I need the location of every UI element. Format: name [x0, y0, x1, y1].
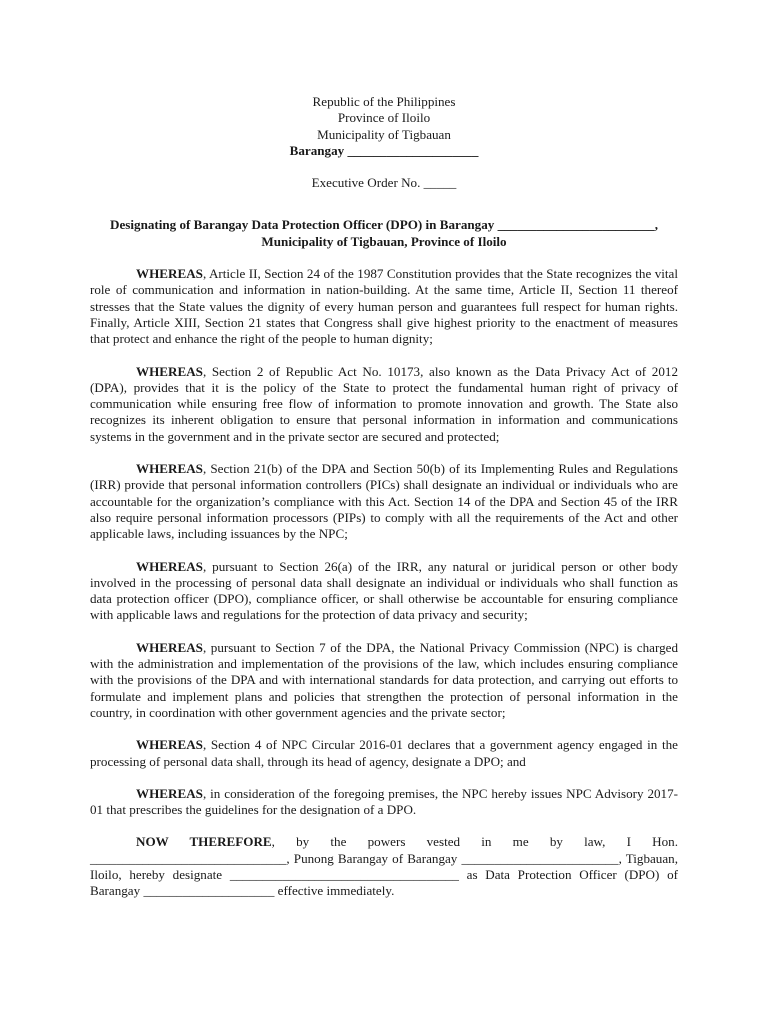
whereas-paragraph-2	[90, 364, 678, 445]
executive-order-number: Executive Order No. _____	[311, 175, 457, 191]
paragraph-text: , by the powers vested in me by law, I Hon. ______________________________, Punong Barangay of Barangay ________________________, Tigbauan, Iloilo, hereby designate ___________________________________ as Data Protection Officer (DPO) of Barangay ____________________ effective immediately.	[90, 834, 678, 899]
now-therefore-paragraph	[90, 834, 678, 899]
whereas-lead: WHEREAS	[136, 785, 203, 801]
title-line-1: Designating of Barangay Data Protection Officer (DPO) in Barangay ________________________,	[110, 217, 658, 233]
whereas-paragraph-3	[90, 461, 678, 542]
document-header	[90, 94, 678, 159]
title-line-2: Municipality of Tigbauan, Province of Iloilo	[261, 233, 507, 249]
whereas-paragraph-5	[90, 640, 678, 721]
paragraph-text: , Article II, Section 24 of the 1987 Constitution provides that the State recognizes the vital role of communication and information in nation-building. At the same time, Article II, Section 11 thereof stresses that the State values the dignity of every human person and guarantees full respect for human rights. Finally, Article XIII, Section 21 states that Congress shall give highest priority to the enactment of measures that protect and enhance the right of the people to human dignity;	[90, 266, 678, 347]
header-line-province: Province of Iloilo	[337, 110, 431, 126]
paragraph-text: , Section 4 of NPC Circular 2016-01 declares that a government agency engaged in the processing of personal data shall, through its head of agency, designate a DPO; and	[90, 737, 678, 769]
header-line-municipality: Municipality of Tigbauan	[317, 126, 451, 142]
whereas-paragraph-6	[90, 737, 678, 770]
paragraph-text: , Section 2 of Republic Act No. 10173, also known as the Data Privacy Act of 2012 (DPA), provides that it is the policy of the State to protect the fundamental human right of privacy of communication while ensuring free flow of information to promote innovation and growth. The State also recognizes its inherent obligation to ensure that personal information in information and communications systems in the government and in the private sector are secured and protected;	[90, 363, 678, 444]
whereas-paragraph-1	[90, 266, 678, 347]
whereas-lead: WHEREAS	[136, 266, 203, 282]
paragraph-text: , pursuant to Section 7 of the DPA, the National Privacy Commission (NPC) is charged with the administration and implementation of the provisions of the law, which includes ensuring compliance with the provisions of the DPA and with international standards for data protection, and carrying out efforts to formulate and implement plans and policies that strengthen the protection of personal information in the country, in coordination with other government agencies and the private sector;	[90, 639, 678, 720]
whereas-paragraph-4	[90, 559, 678, 624]
now-therefore-lead: NOW THEREFORE	[136, 834, 272, 850]
whereas-lead: WHEREAS	[136, 737, 203, 753]
paragraph-text: , Section 21(b) of the DPA and Section 50(b) of its Implementing Rules and Regulations (IRR) provide that personal information controllers (PICs) shall designate an individual or individuals who are accountable for the organization’s compliance with this Act. Section 14 of the DPA and Section 45 of the IRR also require personal information processors (PIPs) to comply with all the requirements of the Act and other applicable laws, including issuances by the NPC;	[90, 461, 678, 542]
paragraph-text: , in consideration of the foregoing premises, the NPC hereby issues NPC Advisory 2017-01 that prescribes the guidelines for the designation of a DPO.	[90, 785, 678, 818]
header-line-republic: Republic of the Philippines	[312, 94, 456, 109]
whereas-lead: WHEREAS	[136, 363, 203, 379]
whereas-lead: WHEREAS	[136, 461, 203, 477]
whereas-paragraph-7	[90, 786, 678, 819]
header-line-barangay: Barangay ____________________	[289, 142, 479, 158]
paragraph-text: , pursuant to Section 26(a) of the IRR, any natural or juridical person or other body involved in the processing of personal data shall designate an individual or individuals who shall function as data protection officer (DPO), compliance officer, or shall otherwise be accountable for ensuring compliance with applicable laws and regulations for the protection of data privacy and security;	[90, 558, 678, 623]
whereas-lead: WHEREAS	[136, 558, 203, 574]
document-title	[90, 217, 678, 250]
whereas-lead: WHEREAS	[136, 639, 203, 655]
